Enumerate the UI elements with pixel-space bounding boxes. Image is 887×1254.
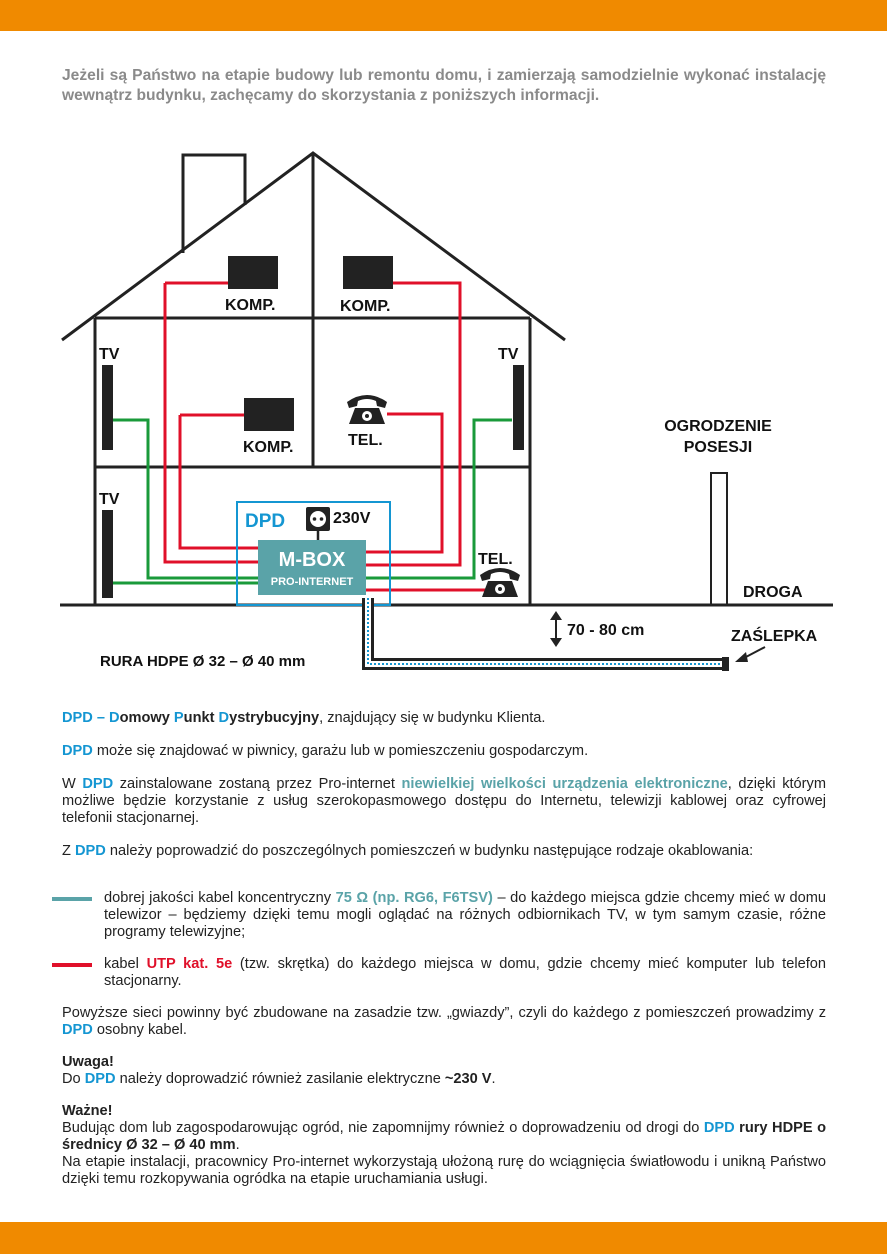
label-komp-2: KOMP. [340, 298, 391, 315]
computer-attic-left [228, 256, 278, 289]
pipe-cap [722, 657, 729, 671]
paragraph-cabling: Z DPD należy poprowadzić do poszczególnych pomieszczeń w budynku następujące rodzaje okablowania: [62, 843, 754, 859]
telephone-icon [480, 568, 520, 597]
telephone-icon [347, 395, 387, 424]
label-depth: 70 - 80 cm [567, 622, 645, 639]
tv-first-left [102, 365, 113, 450]
legend-coax-text: dobrej jakości kabel koncentryczny 75 Ω (np. RG6, F6TSV) – do każdego miejsca gdzie chcemy mieć w domu telewizor – będziemy dzięki temu mogli oglądać na różnych odbiornikach TV, w tym samym czasie, różne programy telewizyjne; [104, 890, 826, 940]
label-tel-1: TEL. [348, 432, 383, 449]
legend-coax-swatch [52, 897, 92, 901]
legend-utp-swatch [52, 963, 92, 967]
important-text-2: Na etapie instalacji, pracownicy Pro-internet wykorzystają ułożoną rurę do wciągnięcia światłowodu i unikną Państwo dzięki temu rozkopywania ogródka na etapie uruchamiania usługi. [62, 1154, 826, 1187]
chimney [183, 155, 245, 253]
hdpe-pipe [368, 598, 726, 664]
paragraph-dpd-devices: W DPD zainstalowane zostaną przez Pro-internet niewielkiej wielkości urządzenia elektroniczne, dzięki którym możliwe będzie korzystanie z usług szerokopasmowego dostępu do Internetu, telewizji kablowej oraz cyfrowej telefonii stacjonarnej. [62, 776, 826, 826]
label-mbox-sub: PRO-INTERNET [270, 576, 354, 588]
computer-attic-right [343, 256, 393, 289]
fence-post [711, 473, 727, 605]
label-cap: ZAŚLEPKA [731, 628, 818, 645]
label-pipe: RURA HDPE Ø 32 – Ø 40 mm [100, 653, 306, 670]
warning-text: Do DPD należy doprowadzić również zasilanie elektryczne ~230 V. [62, 1071, 496, 1087]
tv-ground-left [102, 510, 113, 598]
tv-first-right [513, 365, 524, 450]
label-230v: 230V [333, 510, 371, 527]
computer-first [244, 398, 294, 431]
label-tv-1: TV [99, 346, 120, 363]
label-komp-3: KOMP. [243, 439, 294, 456]
important-title: Ważne! [62, 1103, 113, 1119]
label-fence-2: POSESJI [683, 439, 753, 456]
warning-block [62, 1054, 826, 1088]
important-text-1: Budując dom lub zagospodarowując ogród, nie zapomnijmy również o doprowadzeniu od drogi do DPD rury HDPE o średnicy Ø 32 – Ø 40 mm. [62, 1120, 826, 1153]
intro-paragraph: Jeżeli są Państwo na etapie budowy lub remontu domu, i zamierzają samodzielnie wykonać instalację wewnątrz budynku, zachęcamy do skorzystania z poniższych informacji. [62, 67, 826, 104]
label-tel-2: TEL. [478, 551, 513, 568]
label-tv-2: TV [498, 346, 519, 363]
warning-title: Uwaga! [62, 1054, 114, 1070]
label-road: DROGA [743, 584, 803, 601]
bottom-orange-band [0, 1222, 887, 1254]
legend-utp-text: kabel UTP kat. 5e (tzw. skrętka) do każdego miejsca w domu, gdzie chcemy mieć komputer lub telefon stacjonarny. [104, 956, 826, 989]
paragraph-star-topology: Powyższe sieci powinny być zbudowane na zasadzie tzw. „gwiazdy”, czyli do każdego z pomieszczeń prowadzimy z DPD osobny kabel. [62, 1005, 826, 1038]
paragraph-dpd-definition: DPD – Domowy Punkt Dystrybucyjny, znajdujący się w budynku Klienta. [62, 710, 546, 726]
important-block [62, 1103, 826, 1188]
label-komp-1: KOMP. [225, 297, 276, 314]
paragraph-dpd-location: DPD może się znajdować w piwnicy, garażu lub w pomieszczeniu gospodarczym. [62, 743, 589, 759]
label-tv-3: TV [99, 491, 120, 508]
label-fence-1: OGRODZENIE [664, 418, 772, 435]
label-mbox: M-BOX [278, 549, 346, 571]
label-dpd: DPD [245, 511, 286, 532]
